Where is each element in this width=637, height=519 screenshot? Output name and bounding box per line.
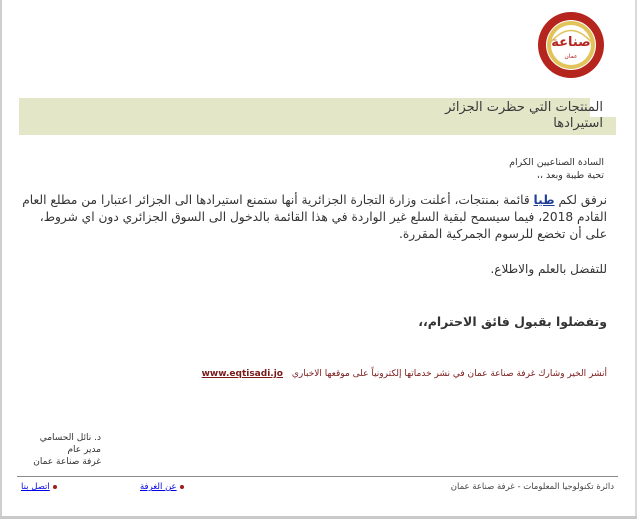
signature-title: مدير عام [67,445,101,455]
bullet-icon [53,485,57,489]
footer [17,482,618,496]
footer-contact-link[interactable] [21,482,57,492]
attachment-link[interactable]: طيا [533,193,555,207]
bullet-icon [180,485,184,489]
signature-name: د. نائل الحسامي [39,433,101,443]
signature-block [33,432,101,468]
footer-contact-label: اتصل بنا [21,482,50,492]
footer-divider [17,476,618,477]
footer-department: دائرة تكنولوجيا المعلومات - غرفة صناعة عمان [450,482,614,492]
share-text: أنشر الخير وشارك غرفة صناعة عمان في نشر خدماتها إلكترونياً على موقعها الاخباري [291,369,607,379]
salutation-line1: السادة الصناعيين الكرام [509,157,604,168]
signature-org: غرفة صناعة عمان [33,457,101,467]
news-site-link[interactable]: www.eqtisadi.jo [201,369,283,379]
letter-body [17,192,607,243]
logo-arabic-text: صناعة [551,35,591,50]
closing-line: وتفضلوا بقبول فائق الاحترام،، [418,314,607,329]
body-text-after-link: قائمة بمنتجات، أعلنت وزارة التجارة الجزائرية أنها ستمنع استيرادها الى الجزائر اعتبارا من مطلع العام القادم 2018، فيما سيسمح لبقية السلع غير الواردة في هذا القائمة بالدخول الى السوق الجزائري دون اي شروط، على أن تخضع للرسوم الجمركية المقررة. [22,193,607,241]
body-text-before-link: نرفق لكم [554,193,607,207]
chamber-logo [536,10,606,80]
salutation [509,156,604,182]
salutation-line2: تحية طيبة وبعد ،، [536,170,604,181]
footer-about-link[interactable] [140,482,184,492]
page-title-line1: المنتجات التي حظرت الجزائر [445,100,603,115]
footer-about-label: عن الغرفة [140,482,177,492]
info-line: للتفضل بالعلم والاطلاع. [490,262,607,276]
logo-city-text: عمان [564,53,578,60]
page-title-line2: استيرادها [553,116,603,131]
share-notice [202,369,607,379]
page-title [203,100,603,132]
